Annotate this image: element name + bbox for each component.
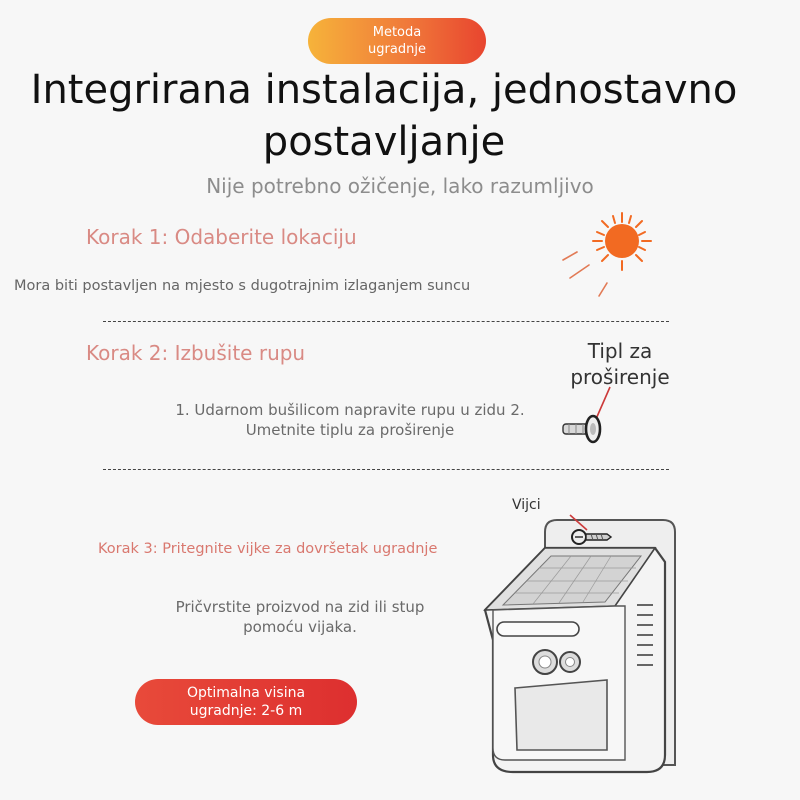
page-subtitle: Nije potrebno ožičenje, lako razumljivo — [206, 174, 594, 198]
wall-plug-label-line1: Tipl za — [587, 339, 653, 363]
step3-text-line1: Pričvrstite proizvod na zid ili stup — [175, 598, 425, 616]
step2-text-line1: 1. Udarnom bušilicom napravite rupu u zidu 2. — [175, 401, 525, 419]
method-badge — [308, 18, 486, 64]
step1-title: Korak 1: Odaberite lokaciju — [86, 225, 357, 249]
step3-title: Korak 3: Pritegnite vijke za dovršetak ugradnje — [98, 541, 438, 557]
step3-text-line2: pomoću vijaka. — [243, 618, 357, 636]
sun-icon — [555, 205, 660, 300]
divider-1 — [103, 321, 669, 322]
height-badge-line1: Optimalna visina — [186, 685, 306, 701]
wall-plug-label — [560, 338, 680, 390]
height-badge — [135, 679, 357, 725]
wall-plug-label-line2: proširenje — [570, 365, 670, 389]
step2-title: Korak 2: Izbušite rupu — [86, 341, 306, 365]
wall-plug-icon — [556, 385, 616, 450]
method-badge-line1: Metoda — [372, 25, 422, 40]
screws-label: Vijci — [512, 497, 541, 513]
step1-text: Mora biti postavljen na mjesto s dugotrajnim izlaganjem suncu — [14, 278, 471, 294]
page-title — [0, 64, 768, 168]
method-badge-line2: ugradnje — [368, 42, 426, 57]
step3-text — [150, 597, 450, 637]
step2-text — [150, 400, 550, 440]
solar-lamp-icon — [475, 510, 690, 795]
step2-text-line2: Umetnite tiplu za proširenje — [245, 421, 455, 439]
height-badge-line2: ugradnje: 2-6 m — [189, 703, 303, 719]
page-title-line2: postavljanje — [262, 119, 506, 165]
divider-2 — [103, 469, 669, 470]
page-title-line1: Integrirana instalacija, jednostavno — [30, 67, 738, 113]
